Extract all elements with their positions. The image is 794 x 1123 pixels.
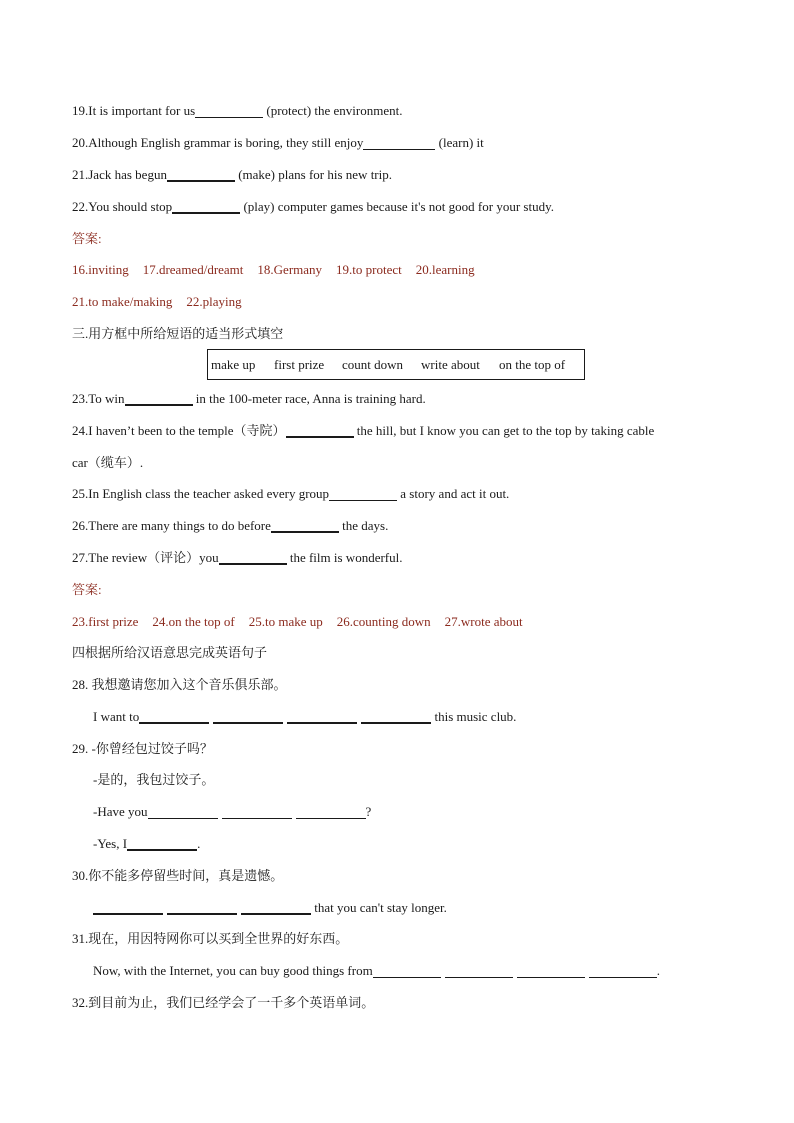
answer-blank[interactable] [195, 104, 263, 118]
question-29-prompt: 29. -你曾经包过饺子吗？ [72, 741, 213, 756]
question-text: 23.To win [72, 391, 125, 406]
answer-blank[interactable] [222, 805, 292, 819]
answer-blank[interactable] [139, 709, 209, 724]
answer-blank[interactable] [241, 900, 311, 915]
phrase-box [207, 349, 585, 380]
answer-row [72, 613, 537, 631]
answer-item: 19.to protect [336, 262, 402, 277]
question-text: (learn) it [435, 135, 484, 150]
question-28-prompt: 28. 我想邀请您加入这个音乐俱乐部。 [72, 677, 287, 692]
answer-blank[interactable] [172, 199, 240, 214]
question-29-line1 [93, 803, 371, 821]
answer-row [72, 293, 256, 311]
question-28 [93, 708, 516, 726]
question-text: I want to [93, 709, 140, 724]
question-text: the hill, but I know you can get to the top by taking cable [353, 423, 655, 438]
answer-blank[interactable] [361, 709, 431, 724]
phrase-item: first prize [274, 357, 325, 372]
answer-blank[interactable] [296, 805, 366, 819]
question-text: You should stop [88, 199, 173, 214]
question-text: (protect) the environment. [263, 103, 403, 118]
answer-blank[interactable] [445, 964, 513, 978]
question-text: 27.The review（评论）you [72, 550, 219, 565]
answer-item: 17.dreamed/dreamt [142, 262, 244, 277]
question-text: a story and act it out. [397, 486, 510, 501]
question-text: (make) plans for his new trip. [234, 167, 392, 182]
question-30-prompt: 30.你不能多停留些时间，真是遗憾。 [72, 868, 284, 883]
question-31-prompt: 31.现在，用因特网你可以买到全世界的好东西。 [72, 931, 349, 946]
question-number: 19. [72, 103, 89, 118]
answer-blank[interactable] [219, 550, 287, 565]
question-text: (play) computer games because it's not good for your study. [240, 199, 554, 214]
answer-blank[interactable] [213, 709, 283, 724]
answer-blank[interactable] [373, 964, 441, 978]
answer-blank[interactable] [329, 487, 397, 501]
answer-item: 22.playing [186, 294, 242, 309]
question-number: 20. [72, 135, 89, 150]
question-32-prompt: 32.到目前为止，我们已经学会了一千多个英语单词。 [72, 995, 375, 1010]
question-text: -Have you [93, 804, 148, 819]
question-23 [72, 390, 426, 408]
question-text: 26.There are many things to do before [72, 518, 271, 533]
question-27 [72, 549, 403, 567]
answer-label: 答案: [72, 582, 102, 597]
answer-label: 答案: [72, 231, 102, 246]
answer-blank[interactable] [287, 709, 357, 724]
answer-item: 24.on the top of [152, 614, 235, 629]
question-number: 22. [72, 199, 89, 214]
answer-blank[interactable] [127, 836, 197, 851]
phrase-item: on the top of [499, 357, 566, 372]
question-number: 21. [72, 167, 89, 182]
answer-blank[interactable] [167, 167, 235, 182]
answer-item: 23.first prize [72, 614, 139, 629]
answer-blank[interactable] [363, 136, 435, 150]
phrase-item: count down [342, 357, 404, 372]
answer-blank[interactable] [148, 805, 218, 819]
section-title: 三.用方框中所给短语的适当形式填空 [72, 326, 284, 341]
question-text: ? [365, 804, 372, 819]
answer-blank[interactable] [167, 900, 237, 915]
phrase-item: make up [211, 357, 256, 372]
answer-blank[interactable] [517, 964, 585, 978]
phrase-item: write about [421, 357, 480, 372]
question-text: . [656, 963, 660, 978]
question-31 [93, 962, 660, 980]
answer-blank[interactable] [286, 423, 354, 438]
answer-blank[interactable] [125, 391, 193, 406]
question-text: Now, with the Internet, you can buy good things from [93, 963, 373, 978]
question-text: It is important for us [88, 103, 196, 118]
question-text: Jack has begun [88, 167, 167, 182]
question-text: that you can't stay longer. [311, 900, 447, 915]
answer-item: 27.wrote about [444, 614, 523, 629]
answer-item: 16.inviting [72, 262, 129, 277]
answer-blank[interactable] [93, 900, 163, 915]
question-text: 25.In English class the teacher asked every group [72, 486, 330, 501]
question-text: the days. [338, 518, 389, 533]
answer-blank[interactable] [589, 964, 657, 978]
answer-item: 25.to make up [248, 614, 323, 629]
answer-item: 20.learning [415, 262, 475, 277]
question-21 [72, 166, 392, 184]
question-text: -Yes, I [93, 836, 128, 851]
question-text: . [197, 836, 201, 851]
question-29-line2 [93, 835, 200, 853]
answer-row [72, 261, 489, 279]
answer-item: 26.counting down [336, 614, 431, 629]
question-25 [72, 485, 509, 503]
answer-item: 21.to make/making [72, 294, 173, 309]
question-22 [72, 198, 554, 216]
question-30 [93, 899, 447, 917]
question-text: Although English grammar is boring, they still enjoy [88, 135, 364, 150]
question-text: 24.I haven’t been to the temple（寺院） [72, 423, 286, 438]
section-title: 四根据所给汉语意思完成英语句子 [72, 645, 268, 660]
question-20 [72, 134, 484, 152]
answer-item: 18.Germany [257, 262, 323, 277]
question-text: this music club. [431, 709, 517, 724]
question-text: the film is wonderful. [286, 550, 403, 565]
question-29-prompt-answer: -是的，我包过饺子。 [93, 772, 215, 787]
question-24 [72, 422, 654, 440]
question-19 [72, 102, 402, 120]
question-text: in the 100-meter race, Anna is training hard. [192, 391, 426, 406]
question-24-continued: car（缆车）. [72, 455, 144, 470]
answer-blank[interactable] [271, 518, 339, 533]
question-26 [72, 517, 388, 535]
